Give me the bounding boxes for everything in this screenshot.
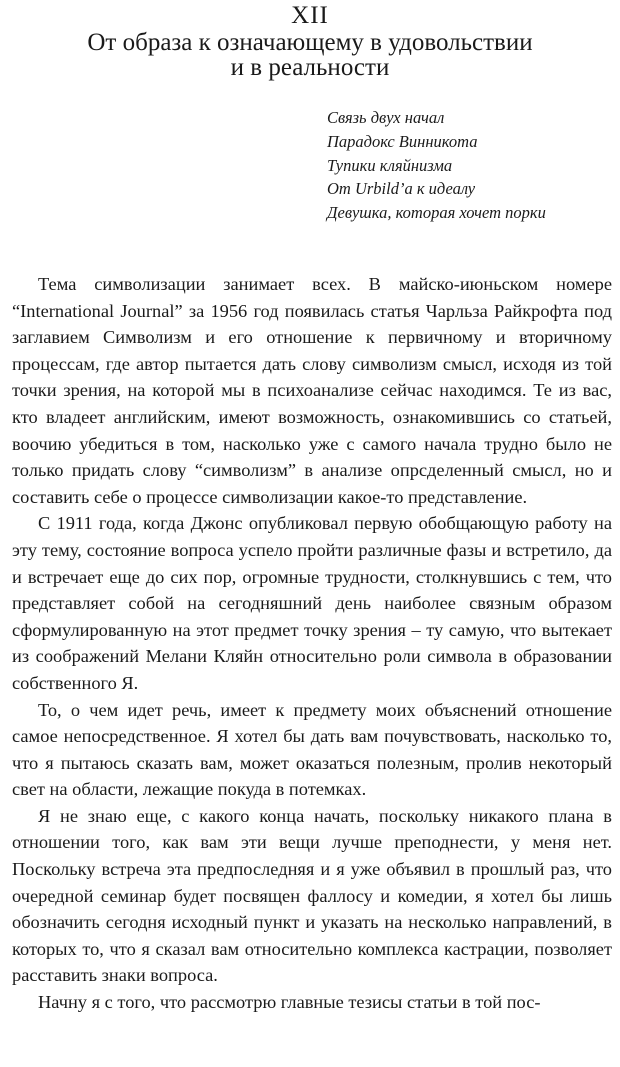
synopsis-item: Парадокс Винникота [327,131,478,151]
paragraph: С 1911 года, когда Джонс опубликовал первую обобщающую работу на эту тему, состояние вопроса успело пройти различные фазы и встретило, да и встречает еще до сих пор, огромные трудности, столкнувшись с тем, что представляет собой на сегодняшний день наиболее связным образом сформулированную на этот предмет точку зрения – ту самую, что вытекает из соображений Мелани Кляйн относительно роли символа в образовании собственного Я. [12,513,612,693]
chapter-title-line-2: и в реальности [230,54,390,81]
synopsis-item: Девушка, которая хочет порки [327,203,546,223]
synopsis-item: Тупики кляйнизма [327,155,453,175]
paragraph: Я не знаю еще, с какого конца начать, поскольку никакого плана в отношении того, как вам эти вещи лучше преподнести, у меня нет. Поскольку встреча эта предпоследняя и я уже объявил в прошлый раз, что очередной семинар будет посвящен фаллосу и комедии, я хотел бы лишь обозначить сегодня исходный пункт и указать на несколько направлений, в которых то, что я сказал вам относительно комплекса кастрации, позволяет расставить знаки вопроса. [12,805,612,986]
synopsis-item: От Urbild’а к идеалу [327,179,476,199]
chapter-title [0,30,620,80]
paragraph: Тема символизации занимает всех. В майско-июньском номере “International Journal” за 1956 год появилась статья Чарльза Райкрофта под заглавием Символизм и его отношение к первичному и вторичному процессам, где автор пытается дать слову символизм смысл, исходя из той точки зрения, на которой мы в психоанализе сейчас находимся. Те из вас, кто владеет английским, имеют возможность, ознакомившись со статьей, воочию убедиться в том, насколько уже с самого начала трудно было не только придать слову “символизм” в анализе опрсделенный смысл, но и составить себе о процессе символизации какое-то представление. [12,274,612,507]
chapter-title-line-1: От образа к означающему в удовольствии [87,29,533,56]
body-text [12,271,612,1016]
paragraph: Начну я с того, что рассмотрю главные тезисы статьи в той пос- [38,992,541,1013]
synopsis-item: Связь двух начал [327,108,445,127]
paragraph: То, о чем идет речь, имеет к предмету моих объяснений отношение самое непосредственное. Я хотел бы дать вам почувствовать, насколько то, что я пытаюсь сказать вам, может оказаться полезным, пролив некоторый свет на области, лежащие покуда в потемках. [12,699,612,800]
chapter-number: XII [291,2,329,29]
chapter-synopsis [327,106,617,225]
